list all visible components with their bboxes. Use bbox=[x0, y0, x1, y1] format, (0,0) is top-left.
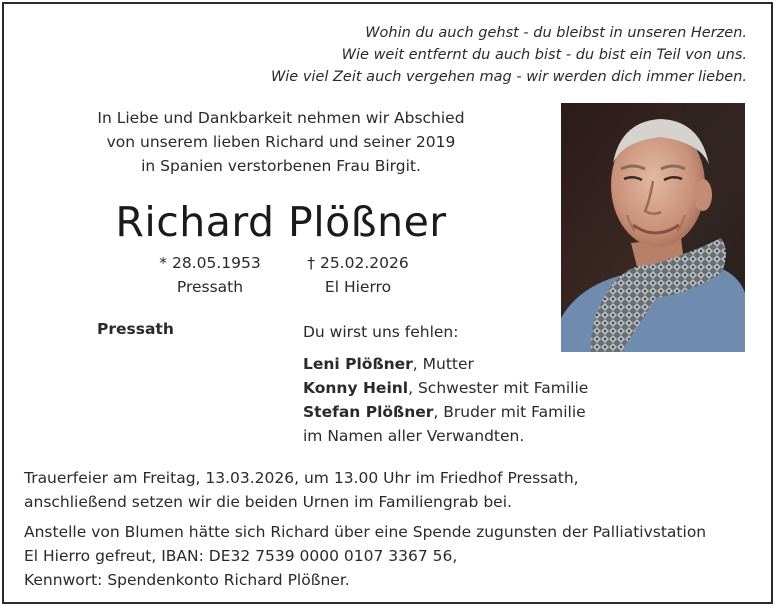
deceased-name: Richard Plößner bbox=[115, 198, 447, 246]
poem-line: Wie weit entfernt du auch bist - du bist ein Teil von uns. bbox=[341, 47, 747, 63]
mourners-closing: im Namen aller Verwandten. bbox=[303, 427, 525, 445]
portrait-photo bbox=[561, 103, 745, 352]
birth-date: * 28.05.1953 bbox=[159, 254, 261, 272]
mourner-entry bbox=[303, 400, 588, 424]
footer-line: Trauerfeier am Freitag, 13.03.2026, um 13.00 Uhr im Friedhof Pressath, bbox=[24, 469, 579, 487]
residence-label: Pressath bbox=[97, 320, 174, 338]
ceremony-info bbox=[24, 466, 754, 592]
mourner-name: Leni Plößner bbox=[303, 355, 413, 373]
intro-text bbox=[62, 106, 500, 178]
mourner-entry bbox=[303, 352, 588, 376]
birth-info bbox=[150, 251, 270, 299]
death-info bbox=[298, 251, 418, 299]
intro-line: in Spanien verstorbenen Frau Birgit. bbox=[141, 157, 421, 175]
death-place: El Hierro bbox=[324, 278, 392, 296]
intro-line: In Liebe und Dankbarkeit nehmen wir Abschied bbox=[97, 109, 465, 127]
death-date: † 25.02.2026 bbox=[307, 254, 409, 272]
ceremony-paragraph bbox=[24, 466, 754, 514]
poem bbox=[271, 22, 747, 88]
footer-line: Anstelle von Blumen hätte sich Richard über eine Spende zugunsten der Palliativstation bbox=[24, 523, 707, 541]
mourner-relation: , Schwester mit Familie bbox=[408, 379, 589, 397]
poem-line: Wie viel Zeit auch vergehen mag - wir werden dich immer lieben. bbox=[270, 69, 747, 85]
footer-line: anschließend setzen wir die beiden Urnen im Familiengrab bei. bbox=[24, 493, 512, 511]
mourner-relation: , Bruder mit Familie bbox=[433, 403, 586, 421]
mourner-name: Konny Heinl bbox=[303, 379, 409, 397]
mourners-list bbox=[303, 320, 588, 448]
footer-line: Kennwort: Spendenkonto Richard Plößner. bbox=[24, 571, 350, 589]
mourner-name: Stefan Plößner bbox=[303, 403, 434, 421]
intro-line: von unserem lieben Richard und seiner 2019 bbox=[106, 133, 456, 151]
donation-paragraph bbox=[24, 520, 754, 592]
mourner-entry bbox=[303, 376, 588, 400]
mourner-relation: , Mutter bbox=[412, 355, 474, 373]
poem-line: Wohin du auch gehst - du bleibst in unseren Herzen. bbox=[365, 25, 747, 41]
mourners-heading: Du wirst uns fehlen: bbox=[303, 323, 459, 341]
birth-place: Pressath bbox=[176, 278, 244, 296]
footer-line: El Hierro gefreut, IBAN: DE32 7539 0000 0107 3367 56, bbox=[24, 547, 458, 565]
